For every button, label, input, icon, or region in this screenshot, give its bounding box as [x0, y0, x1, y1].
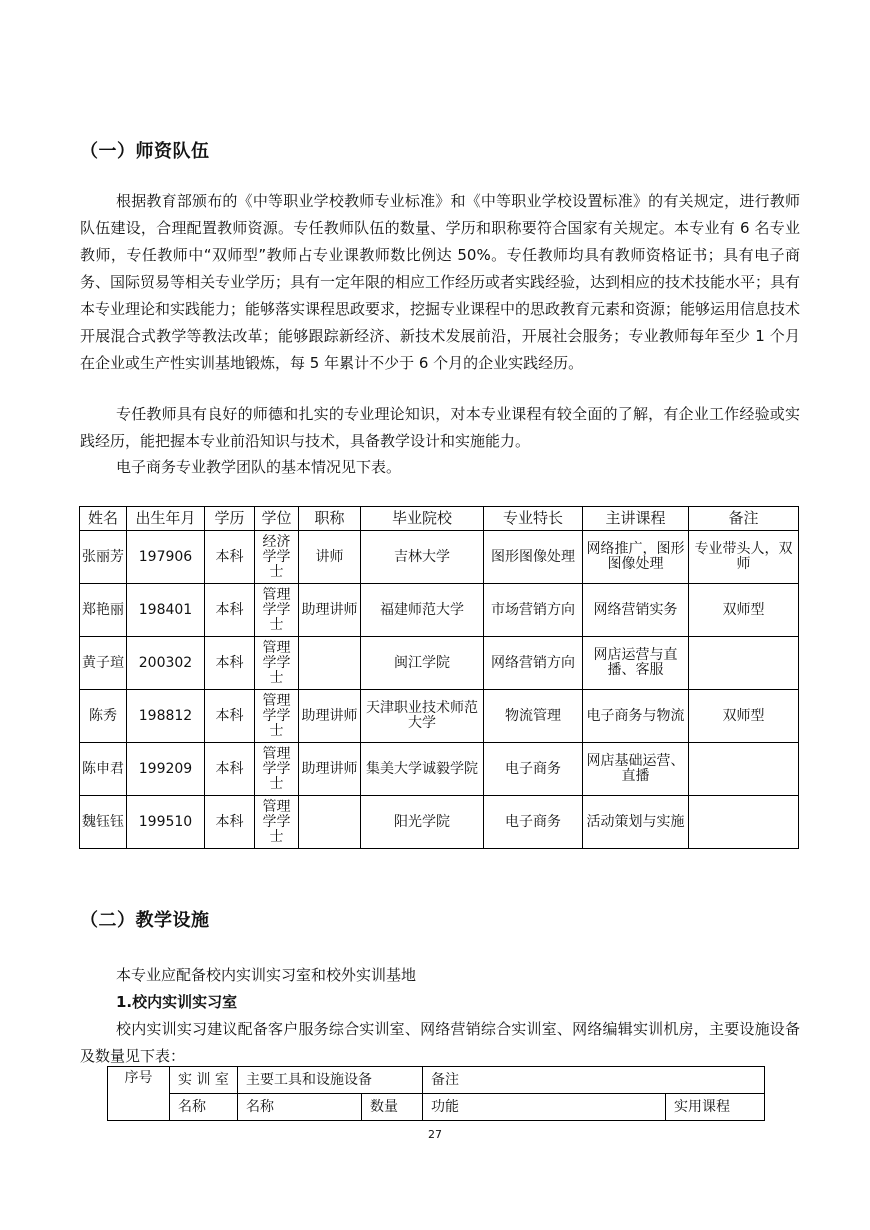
staff-requirements-paragraph: 根据教育部颁布的《中等职业学校教师专业标准》和《中等职业学校设置标准》的有关规定，进行教师队伍建设，合理配置教师资源。专任教师队伍的数量、学历和职称要符合国家有关规定。本专业有 6 名专业教师，专任教师中“双师型”教师占专业课教师数比例达 50%。专任教师均具有教师资格证书；具有电子商务、国际贸易等相关专业学历；具有一定年限的相应工作经历或者实践经验，达到相应的技术技能水平；具有本专业理论和实践能力；能够落实课程思政要求，挖掘专业课程中的思政教育元素和资源；能够运用信息技术开展混合式教学等教法改革；能够跟踪新经济、新技术发展前沿，开展社会服务；专业教师每年至少 1 个月在企业或生产性实训基地锻炼，每 5 年累计不少于 6 个月的企业实践经历。: [80, 192, 801, 372]
facility-col-room: 实 训 室: [170, 1067, 238, 1094]
cell-title: [299, 796, 361, 849]
facility-sub-equip-name: 名称: [238, 1094, 362, 1121]
facility-col-equipment: 主要工具和设施设备: [238, 1067, 423, 1094]
cell-education: 本科: [205, 584, 255, 637]
facility-col-seq: 序号: [108, 1067, 170, 1121]
cell-specialty: 网络营销方向: [484, 637, 583, 690]
section-heading-teaching-facilities: （二）教学设施: [80, 910, 210, 931]
table-row: [80, 637, 799, 690]
cell-degree: 管理学学士: [255, 743, 299, 796]
cell-remark: 双师型: [689, 584, 799, 637]
cell-school: 阳光学院: [361, 796, 484, 849]
header-education: 学历: [205, 507, 255, 531]
table-row: [80, 743, 799, 796]
cell-education: 本科: [205, 531, 255, 584]
cell-birth: 200302: [127, 637, 205, 690]
cell-remark: 专业带头人，双师: [689, 531, 799, 584]
header-title: 职称: [299, 507, 361, 531]
header-name: 姓名: [80, 507, 127, 531]
cell-school: 天津职业技术师范大学: [361, 690, 484, 743]
header-specialty: 专业特长: [484, 507, 583, 531]
facility-table: [107, 1066, 765, 1121]
header-birth: 出生年月: [127, 507, 205, 531]
cell-birth: 198401: [127, 584, 205, 637]
cell-specialty: 电子商务: [484, 796, 583, 849]
cell-education: 本科: [205, 796, 255, 849]
subheading-campus-training-room: 1.校内实训实习室: [116, 993, 238, 1011]
header-degree: 学位: [255, 507, 299, 531]
page-number: 27: [428, 1128, 442, 1141]
cell-remark: [689, 796, 799, 849]
cell-specialty: 物流管理: [484, 690, 583, 743]
header-school: 毕业院校: [361, 507, 484, 531]
cell-degree: 管理学学士: [255, 796, 299, 849]
cell-birth: 199510: [127, 796, 205, 849]
table-row: [80, 796, 799, 849]
cell-birth: 199209: [127, 743, 205, 796]
cell-birth: 198812: [127, 690, 205, 743]
facility-header-row: [108, 1067, 765, 1094]
cell-school: 集美大学诚毅学院: [361, 743, 484, 796]
cell-school: 吉林大学: [361, 531, 484, 584]
cell-title: 助理讲师: [299, 584, 361, 637]
cell-degree: 管理学学士: [255, 584, 299, 637]
cell-title: 助理讲师: [299, 690, 361, 743]
cell-education: 本科: [205, 637, 255, 690]
cell-course: 电子商务与物流: [583, 690, 689, 743]
header-remark: 备注: [689, 507, 799, 531]
cell-title: 助理讲师: [299, 743, 361, 796]
cell-degree: 管理学学士: [255, 637, 299, 690]
cell-course: 网络推广，图形图像处理: [583, 531, 689, 584]
cell-name: 郑艳丽: [80, 584, 127, 637]
facility-sub-room-name: 名称: [170, 1094, 238, 1121]
cell-school: 闽江学院: [361, 637, 484, 690]
table-intro-paragraph: 电子商务专业教学团队的基本情况见下表。: [116, 458, 402, 476]
cell-name: 陈秀: [80, 690, 127, 743]
cell-title: [299, 637, 361, 690]
cell-name: 魏钰钰: [80, 796, 127, 849]
cell-course: 网络营销实务: [583, 584, 689, 637]
cell-name: 黄子瑄: [80, 637, 127, 690]
cell-remark: [689, 743, 799, 796]
facilities-intro-paragraph: 本专业应配备校内实训实习室和校外实训基地: [116, 966, 417, 984]
cell-course: 网店运营与直播、客服: [583, 637, 689, 690]
table-header-row: [80, 507, 799, 531]
cell-remark: [689, 637, 799, 690]
cell-specialty: 图形图像处理: [484, 531, 583, 584]
cell-education: 本科: [205, 690, 255, 743]
facility-sub-function: 功能: [423, 1094, 666, 1121]
cell-school: 福建师范大学: [361, 584, 484, 637]
cell-remark: 双师型: [689, 690, 799, 743]
cell-name: 张丽芳: [80, 531, 127, 584]
cell-birth: 197906: [127, 531, 205, 584]
cell-degree: 管理学学士: [255, 690, 299, 743]
facility-subheader-row: [108, 1094, 765, 1121]
staff-quality-paragraph: 专任教师具有良好的师德和扎实的专业理论知识，对本专业课程有较全面的了解，有企业工作经验或实践经历，能把握本专业前沿知识与技术，具备教学设计和实施能力。: [80, 405, 800, 450]
section-heading-teaching-staff: （一）师资队伍: [80, 141, 210, 162]
cell-name: 陈申君: [80, 743, 127, 796]
cell-title: 讲师: [299, 531, 361, 584]
table-row: [80, 584, 799, 637]
cell-specialty: 电子商务: [484, 743, 583, 796]
cell-course: 活动策划与实施: [583, 796, 689, 849]
facility-sub-quantity: 数量: [362, 1094, 423, 1121]
header-course: 主讲课程: [583, 507, 689, 531]
cell-specialty: 市场营销方向: [484, 584, 583, 637]
table-row: [80, 531, 799, 584]
facility-col-remark: 备注: [423, 1067, 765, 1094]
facility-sub-course: 实用课程: [666, 1094, 765, 1121]
cell-education: 本科: [205, 743, 255, 796]
cell-course: 网店基础运营、直播: [583, 743, 689, 796]
cell-degree: 经济学学士: [255, 531, 299, 584]
table-row: [80, 690, 799, 743]
teaching-team-table: [79, 506, 799, 849]
campus-training-paragraph: 校内实训实习建议配备客户服务综合实训室、网络营销综合实训室、网络编辑实训机房，主要设施设备及数量见下表：: [80, 1020, 800, 1065]
